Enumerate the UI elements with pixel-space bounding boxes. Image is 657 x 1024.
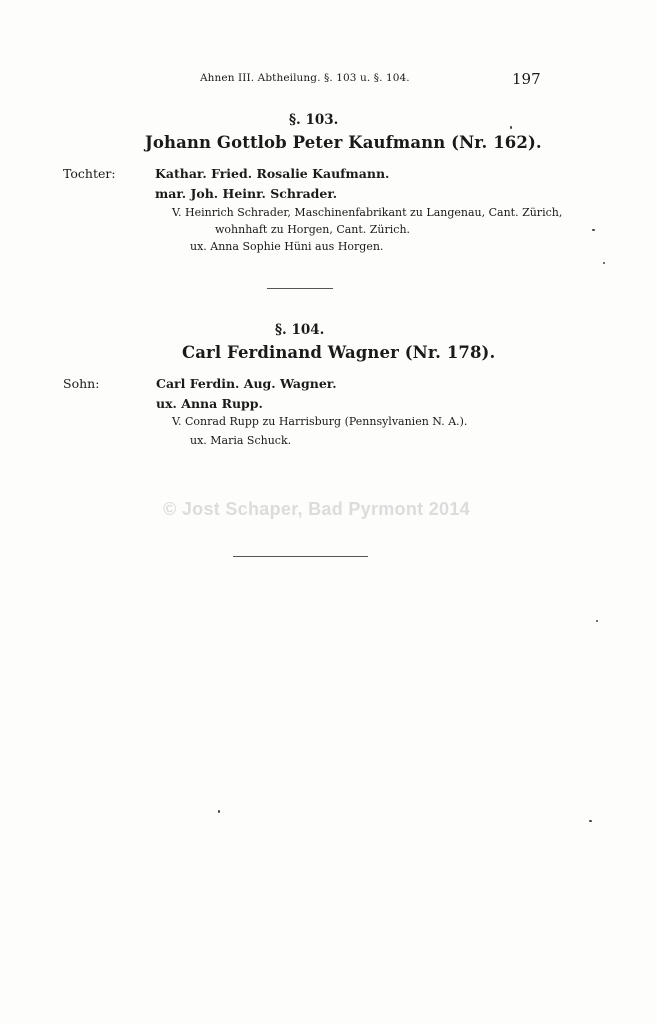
scan-speck (603, 262, 605, 264)
scan-speck (510, 126, 512, 129)
section-104-father-in-law: V. Conrad Rupp zu Harrisburg (Pennsylvanien N. A.). (172, 415, 468, 428)
section-104-wife: ux. Anna Rupp. (156, 396, 263, 411)
section-103-number: §. 103. (289, 112, 339, 128)
section-104-role-label: Sohn: (63, 376, 100, 391)
end-rule (233, 556, 368, 557)
section-103-title: Johann Gottlob Peter Kaufmann (Nr. 162). (145, 133, 542, 152)
scan-speck (592, 229, 595, 231)
copyright-watermark: © Jost Schaper, Bad Pyrmont 2014 (163, 499, 470, 519)
section-103-residence: wohnhaft zu Horgen, Cant. Zürich. (215, 223, 411, 236)
section-divider (267, 288, 333, 289)
section-103-child-name: Kathar. Fried. Rosalie Kaufmann. (155, 166, 390, 181)
page-number: 197 (512, 70, 541, 88)
section-103-mother-in-law: ux. Anna Sophie Hüni aus Horgen. (190, 240, 384, 253)
section-104-number: §. 104. (275, 322, 325, 338)
running-head: Ahnen III. Abtheilung. §. 103 u. §. 104. (200, 72, 410, 84)
section-104-title: Carl Ferdinand Wagner (Nr. 178). (182, 343, 496, 362)
scan-speck (589, 820, 592, 822)
scan-speck (596, 620, 598, 622)
section-104-child-name: Carl Ferdin. Aug. Wagner. (156, 376, 337, 391)
section-103-father-in-law: V. Heinrich Schrader, Maschinenfabrikant zu Langenau, Cant. Zürich, (172, 206, 563, 219)
scan-speck (218, 810, 220, 813)
section-104-mother-in-law: ux. Maria Schuck. (190, 434, 292, 447)
section-103-role-label: Tochter: (63, 166, 116, 181)
section-103-marriage: mar. Joh. Heinr. Schrader. (155, 186, 338, 201)
